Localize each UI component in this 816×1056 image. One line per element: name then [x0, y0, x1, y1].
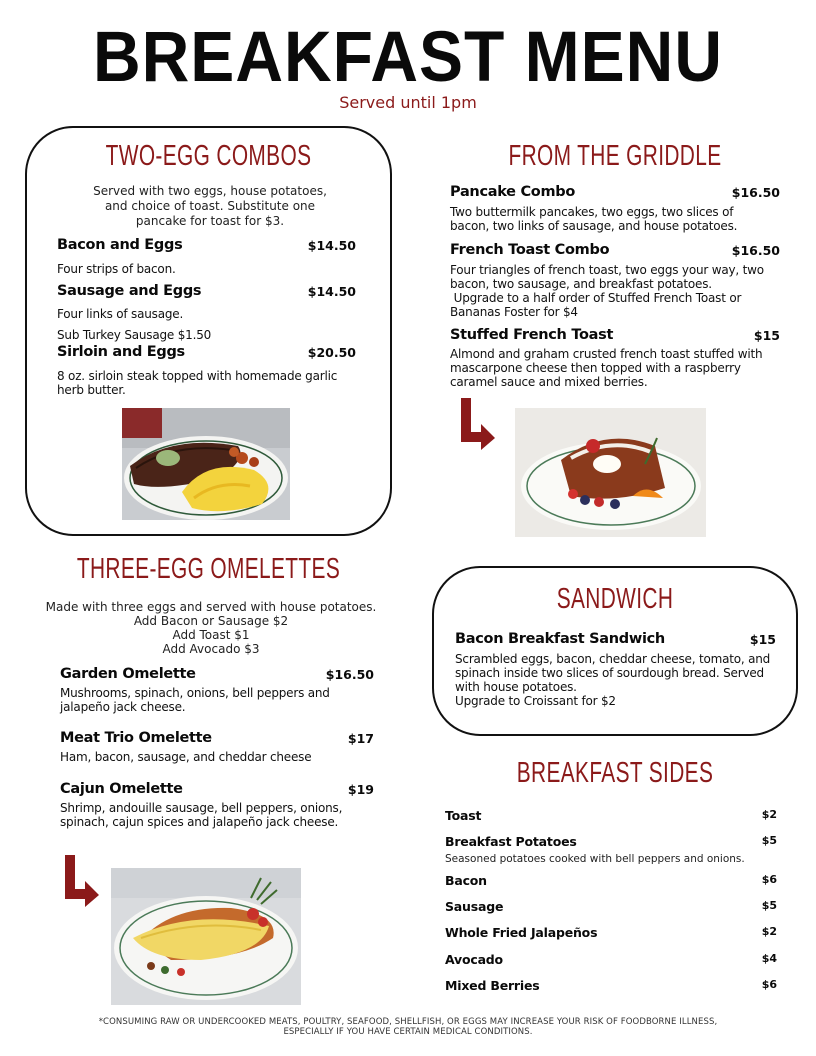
menu-item-price: $17	[347, 731, 374, 746]
menu-item-description	[455, 652, 770, 708]
menu-item-description	[60, 750, 311, 764]
menu-item-price: $15	[753, 328, 780, 343]
food-safety-disclaimer	[0, 1017, 816, 1037]
description-line: Upgrade to a half order of Stuffed French Toast or	[450, 291, 742, 305]
two-egg-combos-heading: TWO-EGG COMBOS	[105, 140, 312, 172]
menu-item-description	[60, 686, 330, 714]
sandwich-heading: SANDWICH	[556, 583, 674, 615]
menu-item-name: French Toast Combo	[450, 242, 610, 258]
side-item-price: $5	[761, 834, 777, 847]
disclaimer-line: ESPECIALLY IF YOU HAVE CERTAIN MEDICAL CONDITIONS.	[283, 1027, 533, 1037]
omelette-plate-illustration	[111, 868, 301, 1005]
menu-item-note: Sub Turkey Sausage $1.50	[57, 328, 212, 342]
menu-item-description: Four links of sausage.	[57, 307, 184, 321]
side-item-price: $4	[761, 952, 777, 965]
description-line: caramel sauce and mixed berries.	[450, 375, 648, 389]
description-line: Two buttermilk pancakes, two eggs, two slices of	[450, 205, 734, 219]
intro-line: Made with three eggs and served with house potatoes.	[45, 600, 377, 614]
menu-item-name: Cajun Omelette	[60, 781, 183, 797]
side-item-price: $6	[761, 978, 777, 991]
omelette-photo	[111, 868, 301, 1005]
description-line: herb butter.	[57, 383, 126, 397]
menu-subtitle: Served until 1pm	[339, 93, 477, 112]
menu-item-name: Stuffed French Toast	[450, 327, 614, 343]
menu-item-price: $15	[749, 632, 776, 647]
three-egg-omelettes-heading: THREE-EGG OMELETTES	[76, 553, 341, 585]
menu-item-name: Bacon and Eggs	[57, 237, 183, 253]
intro-line: pancake for toast for $3.	[135, 214, 285, 228]
menu-item-name: Pancake Combo	[450, 184, 576, 200]
description-line: bacon, two links of sausage, and house potatoes.	[450, 219, 738, 233]
intro-line: Add Bacon or Sausage $2	[133, 614, 289, 628]
side-item-name: Bacon	[445, 873, 487, 888]
french-toast-plate-illustration	[515, 408, 706, 537]
description-line: bacon, two sausage, and breakfast potatoes.	[450, 277, 712, 291]
description-line: 8 oz. sirloin steak topped with homemade garlic	[57, 369, 338, 383]
description-line: Ham, bacon, sausage, and cheddar cheese	[60, 750, 312, 764]
side-item-name: Sausage	[445, 899, 504, 914]
description-line: Almond and graham crusted french toast stuffed with	[450, 347, 763, 361]
description-line: mascarpone cheese then topped with a raspberry	[450, 361, 741, 375]
side-item-price: $2	[761, 925, 777, 938]
menu-title: BREAKFAST MENU	[92, 16, 723, 96]
description-line: Mushrooms, spinach, onions, bell peppers and	[60, 686, 330, 700]
intro-line: Add Avocado $3	[162, 642, 260, 656]
omelettes-intro	[35, 600, 387, 656]
description-line: Shrimp, andouille sausage, bell peppers, onions,	[60, 801, 343, 815]
side-item-description: Seasoned potatoes cooked with bell peppers and onions.	[445, 853, 745, 865]
description-line: spinach, cajun spices and jalapeño jack cheese.	[60, 815, 339, 829]
menu-item-description: Four strips of bacon.	[57, 262, 176, 276]
description-line: jalapeño jack cheese.	[60, 700, 186, 714]
breakfast-sides-heading: BREAKFAST SIDES	[516, 757, 714, 789]
side-item-price: $6	[761, 873, 777, 886]
menu-item-price: $20.50	[307, 345, 356, 360]
intro-line: Served with two eggs, house potatoes,	[93, 184, 327, 198]
menu-item-name: Meat Trio Omelette	[60, 730, 212, 746]
menu-item-name: Sausage and Eggs	[57, 283, 202, 299]
menu-item-name: Bacon Breakfast Sandwich	[455, 631, 665, 647]
description-line: Upgrade to Croissant for $2	[455, 694, 616, 708]
menu-item-price: $16.50	[731, 185, 780, 200]
menu-item-name: Garden Omelette	[60, 666, 196, 682]
menu-item-description	[57, 369, 337, 397]
menu-item-description	[450, 263, 764, 319]
description-line: Four triangles of french toast, two eggs your way, two	[450, 263, 764, 277]
side-item-name: Mixed Berries	[445, 978, 540, 993]
side-item-name: Whole Fried Jalapeños	[445, 925, 598, 940]
two-egg-intro	[60, 184, 360, 229]
side-item-price: $5	[761, 899, 777, 912]
from-the-griddle-heading: FROM THE GRIDDLE	[508, 140, 722, 172]
menu-item-price: $16.50	[731, 243, 780, 258]
menu-item-price: $16.50	[325, 667, 374, 682]
menu-item-price: $14.50	[307, 284, 356, 299]
menu-item-description	[450, 347, 762, 389]
menu-item-description	[450, 205, 737, 233]
stuffed-french-toast-photo	[515, 408, 706, 537]
description-line: spinach inside two slices of sourdough bread. Served	[455, 666, 764, 680]
side-item-name: Breakfast Potatoes	[445, 834, 577, 849]
side-item-name: Avocado	[445, 952, 503, 967]
intro-line: Add Toast $1	[172, 628, 250, 642]
disclaimer-line: *CONSUMING RAW OR UNDERCOOKED MEATS, POULTRY, SEAFOOD, SHELLFISH, OR EGGS MAY INCREASE YOUR RISK OF FOODBORNE ILLNESS,	[98, 1017, 718, 1027]
down-right-arrow-icon	[457, 396, 497, 450]
steak-plate-illustration	[122, 408, 290, 520]
intro-line: and choice of toast. Substitute one	[104, 199, 316, 213]
menu-item-description	[60, 801, 342, 829]
description-line: Scrambled eggs, bacon, cheddar cheese, tomato, and	[455, 652, 771, 666]
menu-item-name: Sirloin and Eggs	[57, 344, 185, 360]
description-line: Bananas Foster for $4	[450, 305, 578, 319]
menu-item-price: $19	[347, 782, 374, 797]
side-item-price: $2	[761, 808, 777, 821]
sirloin-and-eggs-photo	[122, 408, 290, 520]
description-line: with house potatoes.	[455, 680, 577, 694]
menu-item-price: $14.50	[307, 238, 356, 253]
down-right-arrow-icon	[61, 853, 101, 907]
side-item-name: Toast	[445, 808, 482, 823]
